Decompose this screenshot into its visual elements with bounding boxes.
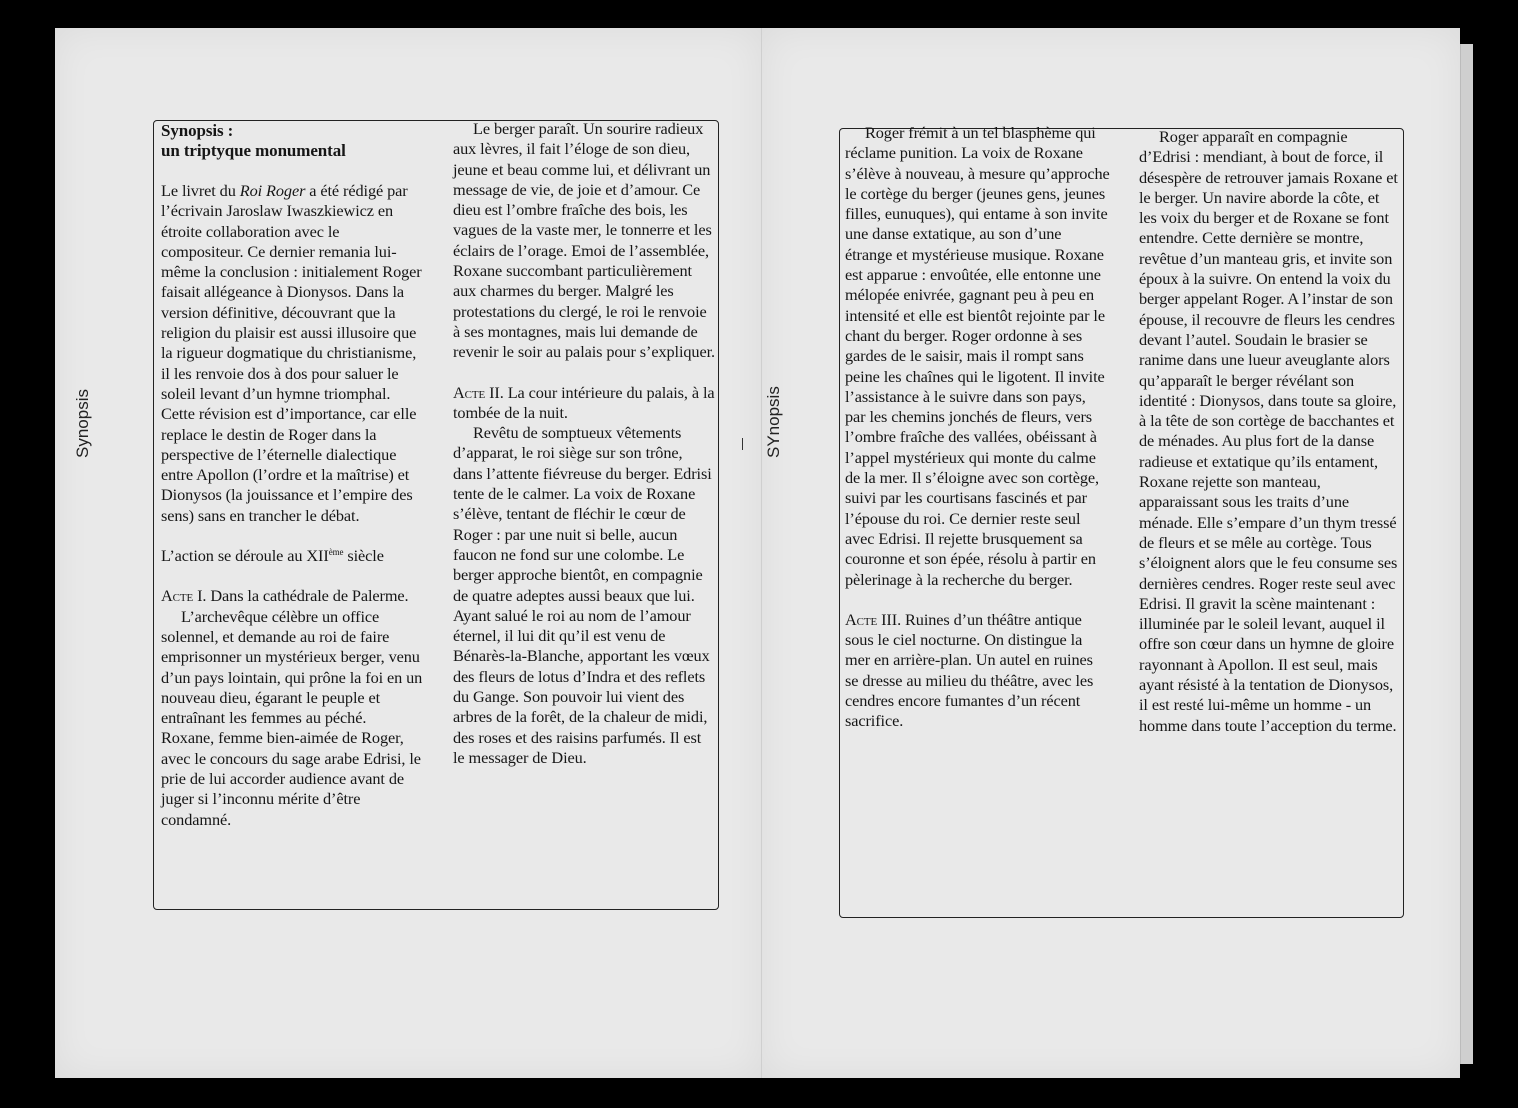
- left-column-1: [161, 121, 423, 830]
- blasphemy-paragraph: Roger frémit à un tel blasphème qui réclame punition. La voix de Roxane s’élève à nouveau, à mesure qu’approche le cortège du berger (jeunes gens, jeunes filles, eunuques), qui entame à son invite une danse extatique, au son d’une étrange et mystérieuse musique. Roxane est apparue : envoûtée, elle entonne une mélopée enivrée, gagnant peu à peu en intensité et elle est bientôt rejointe par le chant du berger. Roger ordonne à ses gardes de le saisir, mais il rompt sans peine les chaînes qui le ligotent. Il invite l’assistance à le suivre dans son pays, par les chemins jonchés de fleurs, vers l’ombre fraîche des vallées, obéissant à l’appel mystérieux qui monte du calme de la mer. Il s’éloigne avec son cortège, suivi par les courtisans fascinés et par l’épouse du roi. Ce dernier reste seul avec Edrisi. Il rejette brusquement sa couronne et son épée, résolu à partir en pèlerinage à la recherche du berger.: [845, 123, 1110, 589]
- left-side-label: Synopsis: [73, 389, 92, 458]
- left-text-frame: [153, 120, 719, 910]
- right-column-2: [1139, 127, 1401, 736]
- act2-heading: [453, 383, 715, 424]
- intro-work-title: Roi Roger: [239, 181, 306, 200]
- right-text-frame: [839, 123, 1404, 918]
- shepherd-paragraph: Le berger paraît. Un sourire radieux aux lèvres, il fait l’éloge de son dieu, jeune et beau comme lui, et délivrant un message de vie, de joie et d’amour. Ce dieu est l’ombre fraîche des bois, les vagues de la vaste mer, le tonnerre et les éclairs de l’orage. Emoi de l’assemblée, Roxane succombant particulièrement aux charmes du berger. Malgré les protestations du clergé, le roi le renvoie à ses montagnes, mais lui demande de revenir le soir au palais pour s’expliquer.: [453, 119, 715, 362]
- act2-paragraph: Revêtu de somptueux vêtements d’apparat, le roi siège sur son trône, dans l’attente fiévreuse du berger. Edrisi tente de le calmer. La voix de Roxane s’élève, tentant de fléchir le cœur de Roger : par une nuit si belle, aucun faucon ne fond sur une colombe. Le berger approche bientôt, en compagnie de quatre adeptes aussi beaux que lui. Ayant salué le roi au nom de l’amour éternel, il lui dit qu’il est venu de Bénarès-la-Blanche, apportant les vœux des fleurs de lotus d’Indra et des reflets du Gange. Son pouvoir lui vient des arbres de la forêt, de la chaleur de midi, des roses et des raisins parfumés. Il est le messager de Dieu.: [453, 423, 712, 767]
- right-page: [762, 28, 1460, 1078]
- crease-mark: [742, 438, 743, 450]
- left-column-2: [453, 119, 715, 768]
- act1-label: Acte I.: [161, 586, 207, 606]
- act1-setting: Dans la cathédrale de Palerme.: [206, 586, 409, 606]
- act3-text: Ruines d’un théâtre antique sous le ciel nocturne. On distingue la mer en arrière-plan. Un autel en ruines se dresse au milieu du théâtre, avec les cendres encore fumantes d’un récent sacrifice.: [845, 609, 1094, 731]
- act1-paragraph: L’archevêque célèbre un office solennel, et demande au roi de faire emprisonner un mystérieux berger, venu d’un pays lointain, qui prône la foi en un nouveau dieu, égarant le peuple et entraînant les femmes au péché. Roxane, femme bien-aimée de Roger, avec le concours du sage arabe Edrisi, le prie de lui accorder audience avant de juger si l’inconnu mérite d’être condamné.: [161, 606, 423, 829]
- intro-paragraph: [161, 181, 423, 526]
- century-text-b: siècle: [343, 546, 384, 566]
- century-sup: ème: [328, 547, 344, 558]
- finale-paragraph: Roger apparaît en compagnie d’Edrisi : mendiant, à bout de force, il désespère de retrouver jamais Roxane et le berger. Un navire aborde la côte, et les voix du berger et de Roxane se font entendre. Cette dernière se montre, revêtue d’un manteau gris, et invite son époux à la suivre. On entend la voix du berger appelant Roger. A l’instar de son épouse, il recouvre de fleurs les cendres devant l’autel. Soudain le brasier se ranime dans une lueur aveuglante alors qu’apparaît le berger révélant son identité : Dionysos, dans toute sa gloire, à la tête de son cortège de bacchantes et de ménades. Au plus fort de la danse radieuse et extatique qu’ils entament, Roxane rejette son manteau, apparaissant sous les traits d’une ménade. Elle s’empare d’un thym tressé de fleurs et se mêle au cortège. Tous s’éloignent alors que le feu consume ses dernières cendres. Roger reste seul avec Edrisi. Il gravit la scène maintenant : illuminée par le soleil levant, auquel il offre son cœur dans un hymne de gloire rayonnant à Apollon. Il est seul, mais ayant résisté à la tentation de Dionysos, il est resté lui-même un homme - un homme dans toute l’acception du terme.: [1139, 127, 1398, 735]
- act2-label: Acte II.: [453, 382, 504, 402]
- synopsis-subtitle: un triptyque monumental: [161, 141, 346, 160]
- page-edge: [1460, 44, 1473, 1064]
- intro-text-a: Le livret du: [161, 181, 240, 200]
- act3-paragraph: [845, 610, 1110, 732]
- act1-heading: [161, 586, 423, 606]
- left-page: [55, 28, 762, 1078]
- right-column-1: [845, 123, 1110, 732]
- intro-text-b: a été rédigé par l’écrivain Jaroslaw Iwaszkiewicz en étroite collaboration avec le compositeur. Ce dernier remania lui-même la conclusion : initialement Roger faisait allégeance à Dionysos. Dans la version définitive, découvrant que la religion du plaisir est aussi illusoire que la rigueur dogmatique du christianisme, il les renvoie dos à dos pour saluer le soleil levant d’un hymne triomphal. Cette révision est d’importance, car elle replace le destin de Roger dans la perspective de l’éternelle dialectique entre Apollon (l’ordre et la maîtrise) et Dionysos (la jouissance et l’empire des sens) sans en trancher le débat.: [161, 181, 422, 525]
- century-text-a: L’action se déroule au XII: [161, 546, 329, 566]
- act2-setting: La cour intérieure du palais, à la tombée de la nuit.: [453, 382, 715, 422]
- century-paragraph: [161, 546, 423, 566]
- right-side-label: SYnopsis: [764, 386, 783, 458]
- act3-label: Acte III.: [845, 609, 902, 629]
- synopsis-title: Synopsis :: [161, 121, 234, 140]
